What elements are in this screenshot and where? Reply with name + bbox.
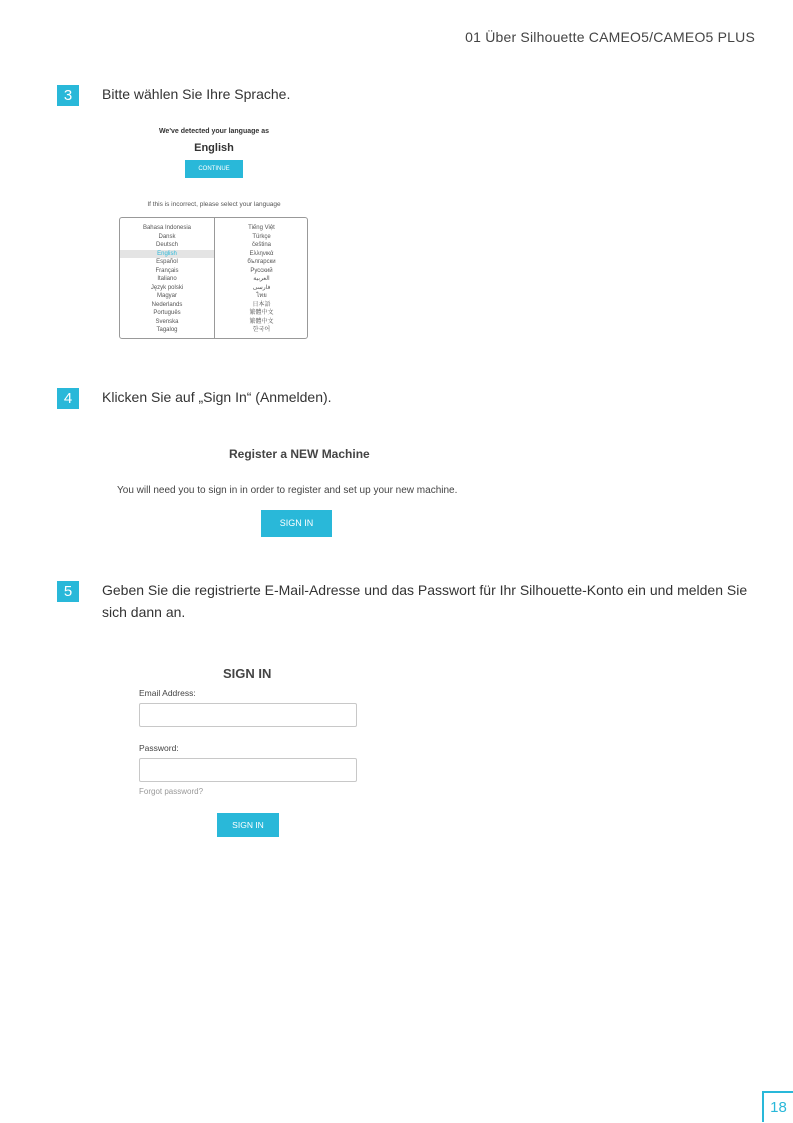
register-instruction: You will need you to sign in in order to register and set up your new machine. [117,485,458,496]
language-option[interactable]: Deutsch [155,242,178,248]
language-option[interactable]: Tagalog [156,327,178,333]
sign-in-title: SIGN IN [223,666,272,681]
step-number-4: 4 [57,388,79,409]
language-selector [119,217,308,339]
language-option[interactable]: ไทย [256,293,267,299]
language-option[interactable]: čeština [251,242,271,248]
language-option[interactable]: Tiếng Việt [248,225,275,231]
language-list-right [214,218,308,338]
email-field[interactable] [139,703,357,727]
register-title: Register a NEW Machine [229,447,370,461]
language-list-left [120,224,214,335]
language-option[interactable]: English [120,250,214,259]
language-option[interactable]: Português [153,310,181,316]
continue-button[interactable]: CONTINUE [185,160,243,178]
language-option[interactable]: Dansk [158,233,176,240]
email-label: Email Address: [139,688,196,698]
language-option[interactable]: Bahasa Indonesia [142,225,192,231]
page-number: 18 [762,1091,793,1122]
language-option[interactable]: български [247,259,276,265]
step-text-5: Geben Sie die registrierte E-Mail-Adresse und das Passwort für Ihr Silhouette-Konto ein und melden Sie sich dann an. [102,582,748,620]
language-option[interactable]: Język polski [150,284,184,291]
language-option[interactable]: العربية [253,276,270,282]
language-incorrect-text: If this is incorrect, please select your language [147,201,281,208]
step-number-5: 5 [57,581,79,602]
header-title: 01 Über Silhouette CAMEO5/CAMEO5 PLUS [465,29,755,45]
language-option[interactable]: Magyar [156,293,177,299]
language-option[interactable]: Русский [250,267,273,274]
language-option[interactable]: Svenska [155,318,179,325]
step-text-3: Bitte wählen Sie Ihre Sprache. [102,86,291,102]
language-option[interactable]: 日本語 [252,301,271,308]
forgot-password-link[interactable]: Forgot password? [139,787,204,796]
language-option[interactable]: 한국어 [252,327,271,333]
language-option[interactable]: Italiano [157,276,177,282]
language-detected-text: We've detected your language as [158,128,270,135]
language-option[interactable]: Français [155,267,179,274]
step-number-3: 3 [57,85,79,106]
language-option[interactable]: Español [156,259,178,265]
password-label: Password: [139,743,179,753]
step-text-4: Klicken Sie auf „Sign In“ (Anmelden). [102,389,332,405]
detected-language: English [194,142,234,154]
language-option[interactable]: 繁體中文 [249,318,274,325]
password-field[interactable] [139,758,357,782]
language-option[interactable]: Ελληνικά [249,250,274,257]
language-option[interactable]: Nederlands [151,301,183,308]
register-sign-in-button[interactable]: SIGN IN [261,510,332,537]
sign-in-button[interactable]: SIGN IN [217,813,279,837]
language-option[interactable]: 繁體中文 [249,310,274,316]
language-option[interactable]: Türkçe [252,233,271,240]
language-option[interactable]: فارسی [252,284,271,291]
